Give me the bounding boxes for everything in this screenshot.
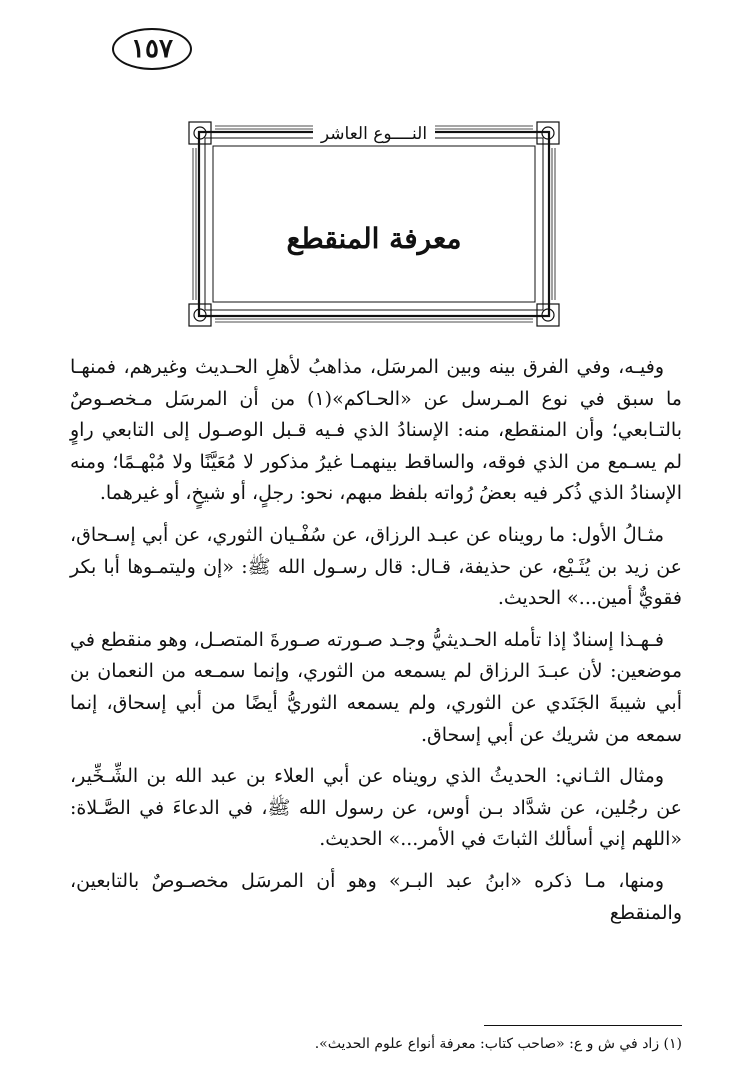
footnote: (١) زاد في ش و ع: «صاحب كتاب: معرفة أنواع علوم الحديث». bbox=[314, 1036, 682, 1052]
paragraph: مثـالُ الأول: ما رويناه عن عبـد الرزاق، عن سُفْـيان الثوري، عن أبي إسـحاق، عن زيد بن يُثَـيْع، عن حذيفة، قـال: قال رسـول الله ﷺ: «إن وليتمـوها أبا بكر فقويٌّ أمين...» الحديث. bbox=[70, 523, 682, 610]
main-text bbox=[70, 352, 682, 939]
paragraph: وفيـه، وفي الفرق بينه وبين المرسَل، مذاهبُ لأهلِ الحـديث وغيرهم، فمنهـا ما سبق في نوع المـرسل عن «الحـاكم»(١) من أن المرسَل مـخصـوصٌ بالتـابعي؛ وأن المنقطع، منه: الإسنادُ الذي فـيه قـبل الوصـول إلى التابعي راوٍ لم يسـمع من الذي فوقه، والساقط بينهمـا غيرُ مذكور لا مُعَيَّنًا ولا مُبْهـمًا؛ ومنه الإسنادُ الذي ذُكر فيه بعضُ رُواته بلفظ مبهم، نحو: رجلٍ، أو شيخٍ، أو غيرهما. bbox=[70, 356, 682, 505]
page-number: ١٥٧ bbox=[112, 28, 192, 70]
section-label: النــــوع العاشر bbox=[185, 124, 563, 144]
paragraph: ومثال الثـاني: الحديثُ الذي رويناه عن أبي العلاء بن عبد الله بن الشِّـخِّير، عن رجُلين، عن شدَّاد بـن أوس، عن رسول الله ﷺ، في الدعاءَ في الصَّـلاة: «اللهم إني أسألك الثباتَ في الأمر...» الحديث. bbox=[70, 765, 682, 851]
chapter-title-frame bbox=[185, 118, 563, 330]
chapter-title: معرفة المنقطع bbox=[286, 222, 462, 255]
footnote-divider bbox=[484, 1025, 682, 1026]
paragraph: فـهـذا إسنادٌ إذا تأمله الحـديثيُّ وجـد صـورته صـورةَ المتصـل، وهو منقطع في موضعين: لأن عبـدَ الرزاق لم يسمعه من الثوري، وإنما سمـعه من النعمان بن أبي شيبةَ الجَنَدي عن الثوري، ولم يسمعه الثوريُّ أيضًا من أبي إسحاق، إنما سمعه من شريك عن أبي إسحاق. bbox=[70, 628, 682, 746]
paragraph: ومنها، مـا ذكره «ابنُ عبد البـر» وهو أن المرسَل مخصـوصٌ بالتابعين، والمنقطع bbox=[70, 869, 682, 924]
